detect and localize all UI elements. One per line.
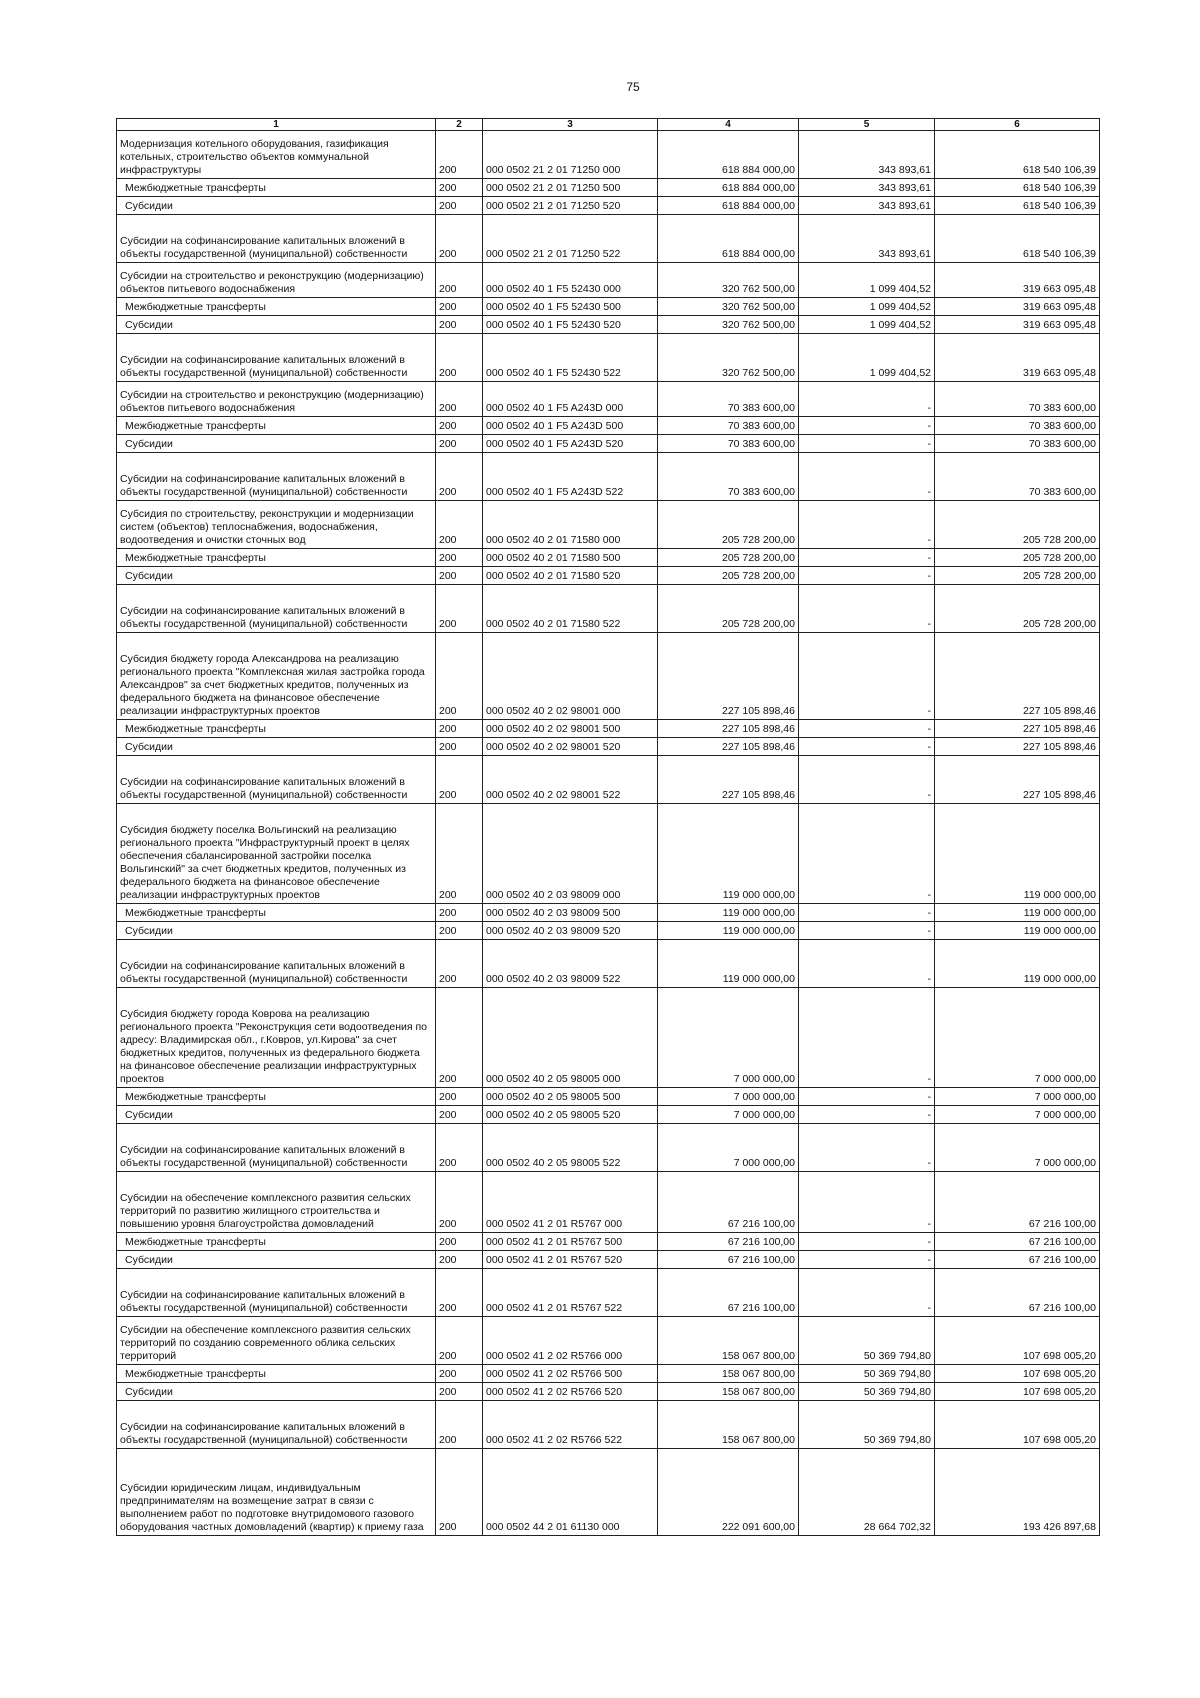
- row-code: 200: [436, 179, 483, 197]
- table-row: [117, 633, 1100, 720]
- table-row: [117, 215, 1100, 263]
- row-name: Межбюджетные трансферты: [117, 1088, 436, 1106]
- row-change-amount: 50 369 794,80: [799, 1317, 935, 1365]
- column-number-row: [117, 119, 1100, 131]
- row-plan-amount: 227 105 898,46: [658, 738, 799, 756]
- row-kbk: 000 0502 40 2 02 98001 000: [483, 633, 658, 720]
- row-name: Субсидия бюджету города Александрова на реализацию регионального проекта "Комплексная жилая застройка города Александров" за счет бюджетных кредитов, полученных из федерального бюджета на финансовое обеспечение реализации инфраструктурных проектов: [117, 633, 436, 720]
- table-row: [117, 334, 1100, 382]
- table-row: [117, 585, 1100, 633]
- row-name: Субсидии: [117, 435, 436, 453]
- row-code: 200: [436, 197, 483, 215]
- row-plan-amount: 67 216 100,00: [658, 1172, 799, 1233]
- table-row: [117, 1383, 1100, 1401]
- row-name: Субсидии на строительство и реконструкцию (модернизацию) объектов питьевого водоснабжения: [117, 263, 436, 298]
- row-kbk: 000 0502 21 2 01 71250 520: [483, 197, 658, 215]
- budget-table: [116, 118, 1100, 1536]
- row-code: 200: [436, 804, 483, 904]
- row-change-amount: -: [799, 382, 935, 417]
- row-change-amount: -: [799, 922, 935, 940]
- row-kbk: 000 0502 41 2 01 R5767 520: [483, 1251, 658, 1269]
- row-total-amount: 107 698 005,20: [935, 1317, 1100, 1365]
- table-row: [117, 549, 1100, 567]
- row-total-amount: 7 000 000,00: [935, 1088, 1100, 1106]
- table-row: [117, 567, 1100, 585]
- row-name: Субсидии: [117, 922, 436, 940]
- row-plan-amount: 320 762 500,00: [658, 334, 799, 382]
- row-change-amount: 50 369 794,80: [799, 1365, 935, 1383]
- row-change-amount: -: [799, 738, 935, 756]
- row-plan-amount: 119 000 000,00: [658, 940, 799, 988]
- row-kbk: 000 0502 41 2 02 R5766 500: [483, 1365, 658, 1383]
- row-total-amount: 193 426 897,68: [935, 1449, 1100, 1536]
- table-row: [117, 1269, 1100, 1317]
- row-kbk: 000 0502 40 2 05 98005 000: [483, 988, 658, 1088]
- row-total-amount: 319 663 095,48: [935, 298, 1100, 316]
- row-name: Межбюджетные трансферты: [117, 298, 436, 316]
- row-plan-amount: 205 728 200,00: [658, 501, 799, 549]
- row-kbk: 000 0502 40 2 02 98001 520: [483, 738, 658, 756]
- row-code: 200: [436, 1251, 483, 1269]
- row-code: 200: [436, 585, 483, 633]
- row-name: Субсидии на софинансирование капитальных вложений в объекты государственной (муниципальной) собственности: [117, 940, 436, 988]
- row-code: 200: [436, 549, 483, 567]
- row-plan-amount: 320 762 500,00: [658, 263, 799, 298]
- row-kbk: 000 0502 40 2 03 98009 500: [483, 904, 658, 922]
- column-header-2: 2: [436, 119, 483, 131]
- row-plan-amount: 7 000 000,00: [658, 1124, 799, 1172]
- row-change-amount: 343 893,61: [799, 197, 935, 215]
- row-change-amount: 1 099 404,52: [799, 316, 935, 334]
- row-kbk: 000 0502 41 2 01 R5767 522: [483, 1269, 658, 1317]
- row-kbk: 000 0502 40 2 03 98009 000: [483, 804, 658, 904]
- row-name: Субсидии: [117, 1383, 436, 1401]
- row-name: Субсидии на строительство и реконструкцию (модернизацию) объектов питьевого водоснабжения: [117, 382, 436, 417]
- row-name: Межбюджетные трансферты: [117, 1365, 436, 1383]
- row-name: Субсидии на обеспечение комплексного развития сельских территорий по развитию жилищного строительства и повышению уровня благоустройства домовладений: [117, 1172, 436, 1233]
- row-kbk: 000 0502 40 2 03 98009 520: [483, 922, 658, 940]
- row-code: 200: [436, 922, 483, 940]
- row-change-amount: -: [799, 435, 935, 453]
- row-kbk: 000 0502 41 2 02 R5766 000: [483, 1317, 658, 1365]
- row-kbk: 000 0502 40 1 F5 A243D 520: [483, 435, 658, 453]
- row-plan-amount: 227 105 898,46: [658, 756, 799, 804]
- row-total-amount: 227 105 898,46: [935, 720, 1100, 738]
- row-code: 200: [436, 1383, 483, 1401]
- row-change-amount: -: [799, 453, 935, 501]
- row-plan-amount: 70 383 600,00: [658, 453, 799, 501]
- row-kbk: 000 0502 40 2 02 98001 522: [483, 756, 658, 804]
- table-body: [117, 131, 1100, 1536]
- row-total-amount: 119 000 000,00: [935, 940, 1100, 988]
- row-kbk: 000 0502 40 1 F5 52430 500: [483, 298, 658, 316]
- row-total-amount: 227 105 898,46: [935, 633, 1100, 720]
- row-total-amount: 319 663 095,48: [935, 334, 1100, 382]
- row-kbk: 000 0502 21 2 01 71250 500: [483, 179, 658, 197]
- row-change-amount: -: [799, 1124, 935, 1172]
- row-name: Субсидии на софинансирование капитальных вложений в объекты государственной (муниципальной) собственности: [117, 215, 436, 263]
- row-kbk: 000 0502 41 2 02 R5766 522: [483, 1401, 658, 1449]
- row-total-amount: 119 000 000,00: [935, 904, 1100, 922]
- row-change-amount: -: [799, 756, 935, 804]
- row-total-amount: 618 540 106,39: [935, 179, 1100, 197]
- row-plan-amount: 67 216 100,00: [658, 1251, 799, 1269]
- row-plan-amount: 119 000 000,00: [658, 922, 799, 940]
- row-code: 200: [436, 633, 483, 720]
- row-name: Субсидии: [117, 316, 436, 334]
- row-change-amount: -: [799, 1172, 935, 1233]
- column-header-3: 3: [483, 119, 658, 131]
- row-kbk: 000 0502 40 1 F5 52430 000: [483, 263, 658, 298]
- row-total-amount: 67 216 100,00: [935, 1233, 1100, 1251]
- row-code: 200: [436, 1401, 483, 1449]
- column-header-6: 6: [935, 119, 1100, 131]
- row-name: Субсидии на софинансирование капитальных вложений в объекты государственной (муниципальной) собственности: [117, 1269, 436, 1317]
- column-header-1: 1: [117, 119, 436, 131]
- row-code: 200: [436, 334, 483, 382]
- row-plan-amount: 70 383 600,00: [658, 435, 799, 453]
- row-name: Межбюджетные трансферты: [117, 549, 436, 567]
- row-plan-amount: 119 000 000,00: [658, 804, 799, 904]
- row-change-amount: -: [799, 940, 935, 988]
- row-change-amount: -: [799, 1233, 935, 1251]
- table-row: [117, 131, 1100, 179]
- table-row: [117, 1317, 1100, 1365]
- row-change-amount: -: [799, 549, 935, 567]
- row-name: Межбюджетные трансферты: [117, 179, 436, 197]
- row-plan-amount: 205 728 200,00: [658, 549, 799, 567]
- row-change-amount: 343 893,61: [799, 215, 935, 263]
- row-change-amount: 1 099 404,52: [799, 334, 935, 382]
- row-kbk: 000 0502 40 2 05 98005 500: [483, 1088, 658, 1106]
- row-code: 200: [436, 1269, 483, 1317]
- row-plan-amount: 618 884 000,00: [658, 179, 799, 197]
- row-kbk: 000 0502 40 2 05 98005 520: [483, 1106, 658, 1124]
- row-change-amount: -: [799, 1251, 935, 1269]
- row-total-amount: 67 216 100,00: [935, 1251, 1100, 1269]
- row-change-amount: -: [799, 633, 935, 720]
- row-total-amount: 618 540 106,39: [935, 131, 1100, 179]
- table-row: [117, 1088, 1100, 1106]
- row-code: 200: [436, 1317, 483, 1365]
- row-kbk: 000 0502 40 1 F5 A243D 522: [483, 453, 658, 501]
- row-plan-amount: 158 067 800,00: [658, 1317, 799, 1365]
- row-change-amount: 343 893,61: [799, 179, 935, 197]
- row-total-amount: 7 000 000,00: [935, 988, 1100, 1088]
- row-plan-amount: 205 728 200,00: [658, 567, 799, 585]
- row-total-amount: 107 698 005,20: [935, 1401, 1100, 1449]
- row-total-amount: 319 663 095,48: [935, 263, 1100, 298]
- table-row: [117, 988, 1100, 1088]
- row-total-amount: 119 000 000,00: [935, 922, 1100, 940]
- row-kbk: 000 0502 40 2 01 71580 522: [483, 585, 658, 633]
- row-change-amount: -: [799, 585, 935, 633]
- row-name: Субсидии: [117, 1106, 436, 1124]
- row-kbk: 000 0502 44 2 01 61130 000: [483, 1449, 658, 1536]
- table-row: [117, 756, 1100, 804]
- row-plan-amount: 222 091 600,00: [658, 1449, 799, 1536]
- table-header: [117, 119, 1100, 131]
- row-change-amount: 343 893,61: [799, 131, 935, 179]
- table-row: [117, 804, 1100, 904]
- row-kbk: 000 0502 40 1 F5 52430 522: [483, 334, 658, 382]
- row-code: 200: [436, 131, 483, 179]
- row-kbk: 000 0502 41 2 01 R5767 000: [483, 1172, 658, 1233]
- row-code: 200: [436, 417, 483, 435]
- row-kbk: 000 0502 40 2 05 98005 522: [483, 1124, 658, 1172]
- row-total-amount: 67 216 100,00: [935, 1269, 1100, 1317]
- row-total-amount: 70 383 600,00: [935, 453, 1100, 501]
- row-change-amount: -: [799, 501, 935, 549]
- row-code: 200: [436, 720, 483, 738]
- row-change-amount: 50 369 794,80: [799, 1401, 935, 1449]
- row-code: 200: [436, 316, 483, 334]
- row-code: 200: [436, 1124, 483, 1172]
- table-row: [117, 1106, 1100, 1124]
- row-code: 200: [436, 1172, 483, 1233]
- row-plan-amount: 158 067 800,00: [658, 1401, 799, 1449]
- row-code: 200: [436, 940, 483, 988]
- table-row: [117, 1233, 1100, 1251]
- row-kbk: 000 0502 40 2 01 71580 000: [483, 501, 658, 549]
- row-code: 200: [436, 1365, 483, 1383]
- row-change-amount: -: [799, 1088, 935, 1106]
- row-code: 200: [436, 435, 483, 453]
- row-plan-amount: 119 000 000,00: [658, 904, 799, 922]
- row-name: Субсидии на софинансирование капитальных вложений в объекты государственной (муниципальной) собственности: [117, 585, 436, 633]
- row-total-amount: 7 000 000,00: [935, 1124, 1100, 1172]
- row-change-amount: 50 369 794,80: [799, 1383, 935, 1401]
- row-change-amount: -: [799, 988, 935, 1088]
- row-total-amount: 70 383 600,00: [935, 382, 1100, 417]
- row-total-amount: 227 105 898,46: [935, 738, 1100, 756]
- row-code: 200: [436, 1233, 483, 1251]
- table-row: [117, 1449, 1100, 1536]
- table-row: [117, 922, 1100, 940]
- row-total-amount: 107 698 005,20: [935, 1383, 1100, 1401]
- row-change-amount: -: [799, 720, 935, 738]
- row-name: Субсидии юридическим лицам, индивидуальным предпринимателям на возмещение затрат в связи с выполнением работ по подготовке внутридомового газового оборудования частных домовладений (квартир) к приему газа: [117, 1449, 436, 1536]
- row-code: 200: [436, 298, 483, 316]
- row-plan-amount: 205 728 200,00: [658, 585, 799, 633]
- row-change-amount: 28 664 702,32: [799, 1449, 935, 1536]
- row-change-amount: -: [799, 567, 935, 585]
- row-code: 200: [436, 904, 483, 922]
- row-name: Субсидии на обеспечение комплексного развития сельских территорий по созданию современного облика сельских территорий: [117, 1317, 436, 1365]
- row-total-amount: 119 000 000,00: [935, 804, 1100, 904]
- row-plan-amount: 7 000 000,00: [658, 988, 799, 1088]
- row-total-amount: 319 663 095,48: [935, 316, 1100, 334]
- table-row: [117, 316, 1100, 334]
- row-total-amount: 227 105 898,46: [935, 756, 1100, 804]
- row-name: Межбюджетные трансферты: [117, 720, 436, 738]
- table-row: [117, 1401, 1100, 1449]
- row-change-amount: -: [799, 804, 935, 904]
- table-row: [117, 1172, 1100, 1233]
- row-kbk: 000 0502 40 2 03 98009 522: [483, 940, 658, 988]
- row-plan-amount: 618 884 000,00: [658, 215, 799, 263]
- row-change-amount: -: [799, 1106, 935, 1124]
- table-row: [117, 197, 1100, 215]
- table-row: [117, 1124, 1100, 1172]
- table-row: [117, 1251, 1100, 1269]
- row-name: Субсидии: [117, 738, 436, 756]
- row-code: 200: [436, 453, 483, 501]
- row-code: 200: [436, 1449, 483, 1536]
- row-kbk: 000 0502 40 2 01 71580 500: [483, 549, 658, 567]
- table-row: [117, 904, 1100, 922]
- row-code: 200: [436, 501, 483, 549]
- row-plan-amount: 227 105 898,46: [658, 633, 799, 720]
- row-kbk: 000 0502 40 2 01 71580 520: [483, 567, 658, 585]
- row-total-amount: 205 728 200,00: [935, 549, 1100, 567]
- row-plan-amount: 320 762 500,00: [658, 316, 799, 334]
- row-kbk: 000 0502 40 2 02 98001 500: [483, 720, 658, 738]
- row-total-amount: 618 540 106,39: [935, 197, 1100, 215]
- row-code: 200: [436, 382, 483, 417]
- row-name: Межбюджетные трансферты: [117, 1233, 436, 1251]
- row-plan-amount: 320 762 500,00: [658, 298, 799, 316]
- row-total-amount: 205 728 200,00: [935, 567, 1100, 585]
- row-plan-amount: 158 067 800,00: [658, 1365, 799, 1383]
- row-name: Модернизация котельного оборудования, газификация котельных, строительство объектов коммунальной инфраструктуры: [117, 131, 436, 179]
- row-plan-amount: 67 216 100,00: [658, 1269, 799, 1317]
- row-kbk: 000 0502 40 1 F5 A243D 500: [483, 417, 658, 435]
- table-row: [117, 940, 1100, 988]
- row-kbk: 000 0502 40 1 F5 52430 520: [483, 316, 658, 334]
- row-code: 200: [436, 567, 483, 585]
- row-total-amount: 618 540 106,39: [935, 215, 1100, 263]
- row-plan-amount: 618 884 000,00: [658, 197, 799, 215]
- row-name: Субсидии на софинансирование капитальных вложений в объекты государственной (муниципальной) собственности: [117, 1401, 436, 1449]
- row-code: 200: [436, 263, 483, 298]
- column-header-4: 4: [658, 119, 799, 131]
- row-plan-amount: 7 000 000,00: [658, 1088, 799, 1106]
- row-name: Субсидии: [117, 197, 436, 215]
- row-name: Межбюджетные трансферты: [117, 904, 436, 922]
- column-header-5: 5: [799, 119, 935, 131]
- row-name: Субсидии на софинансирование капитальных вложений в объекты государственной (муниципальной) собственности: [117, 453, 436, 501]
- row-plan-amount: 67 216 100,00: [658, 1233, 799, 1251]
- table-row: [117, 720, 1100, 738]
- row-total-amount: 70 383 600,00: [935, 435, 1100, 453]
- row-kbk: 000 0502 41 2 01 R5767 500: [483, 1233, 658, 1251]
- table-row: [117, 382, 1100, 417]
- row-plan-amount: 618 884 000,00: [658, 131, 799, 179]
- table-row: [117, 263, 1100, 298]
- row-plan-amount: 70 383 600,00: [658, 417, 799, 435]
- row-change-amount: -: [799, 417, 935, 435]
- row-total-amount: 205 728 200,00: [935, 585, 1100, 633]
- table-row: [117, 179, 1100, 197]
- table-row: [117, 298, 1100, 316]
- row-kbk: 000 0502 21 2 01 71250 522: [483, 215, 658, 263]
- row-name: Субсидия по строительству, реконструкции и модернизации систем (объектов) теплоснабжения, водоснабжения, водоотведения и очистки сточных вод: [117, 501, 436, 549]
- row-change-amount: 1 099 404,52: [799, 298, 935, 316]
- row-code: 200: [436, 738, 483, 756]
- row-total-amount: 67 216 100,00: [935, 1172, 1100, 1233]
- row-plan-amount: 227 105 898,46: [658, 720, 799, 738]
- row-name: Субсидии на софинансирование капитальных вложений в объекты государственной (муниципальной) собственности: [117, 756, 436, 804]
- row-total-amount: 7 000 000,00: [935, 1106, 1100, 1124]
- row-kbk: 000 0502 21 2 01 71250 000: [483, 131, 658, 179]
- row-total-amount: 205 728 200,00: [935, 501, 1100, 549]
- row-name: Субсидии на софинансирование капитальных вложений в объекты государственной (муниципальной) собственности: [117, 334, 436, 382]
- row-name: Субсидия бюджету города Коврова на реализацию регионального проекта "Реконструкция сети водоотведения по адресу: Владимирская обл., г.Ковров, ул.Кирова" за счет бюджетных кредитов, полученных из федерального бюджета на финансовое обеспечение реализации инфраструктурных проектов: [117, 988, 436, 1088]
- row-plan-amount: 70 383 600,00: [658, 382, 799, 417]
- table-row: [117, 435, 1100, 453]
- table-row: [117, 501, 1100, 549]
- row-code: 200: [436, 988, 483, 1088]
- row-name: Субсидии: [117, 1251, 436, 1269]
- table-row: [117, 417, 1100, 435]
- row-total-amount: 70 383 600,00: [935, 417, 1100, 435]
- table-row: [117, 453, 1100, 501]
- table-row: [117, 738, 1100, 756]
- row-code: 200: [436, 756, 483, 804]
- row-change-amount: 1 099 404,52: [799, 263, 935, 298]
- row-plan-amount: 158 067 800,00: [658, 1383, 799, 1401]
- row-code: 200: [436, 1106, 483, 1124]
- row-name: Субсидия бюджету поселка Вольгинский на реализацию регионального проекта "Инфраструктурный проект в целях обеспечения сбалансированной застройки поселка Вольгинский" за счет бюджетных кредитов, полученных из федерального бюджета на финансовое обеспечение реализации инфраструктурных проектов: [117, 804, 436, 904]
- row-change-amount: -: [799, 904, 935, 922]
- table-row: [117, 1365, 1100, 1383]
- row-total-amount: 107 698 005,20: [935, 1365, 1100, 1383]
- row-change-amount: -: [799, 1269, 935, 1317]
- row-name: Субсидии: [117, 567, 436, 585]
- row-kbk: 000 0502 40 1 F5 A243D 000: [483, 382, 658, 417]
- row-kbk: 000 0502 41 2 02 R5766 520: [483, 1383, 658, 1401]
- row-code: 200: [436, 215, 483, 263]
- row-plan-amount: 7 000 000,00: [658, 1106, 799, 1124]
- row-code: 200: [436, 1088, 483, 1106]
- row-name: Субсидии на софинансирование капитальных вложений в объекты государственной (муниципальной) собственности: [117, 1124, 436, 1172]
- page-number: 75: [626, 80, 640, 94]
- row-name: Межбюджетные трансферты: [117, 417, 436, 435]
